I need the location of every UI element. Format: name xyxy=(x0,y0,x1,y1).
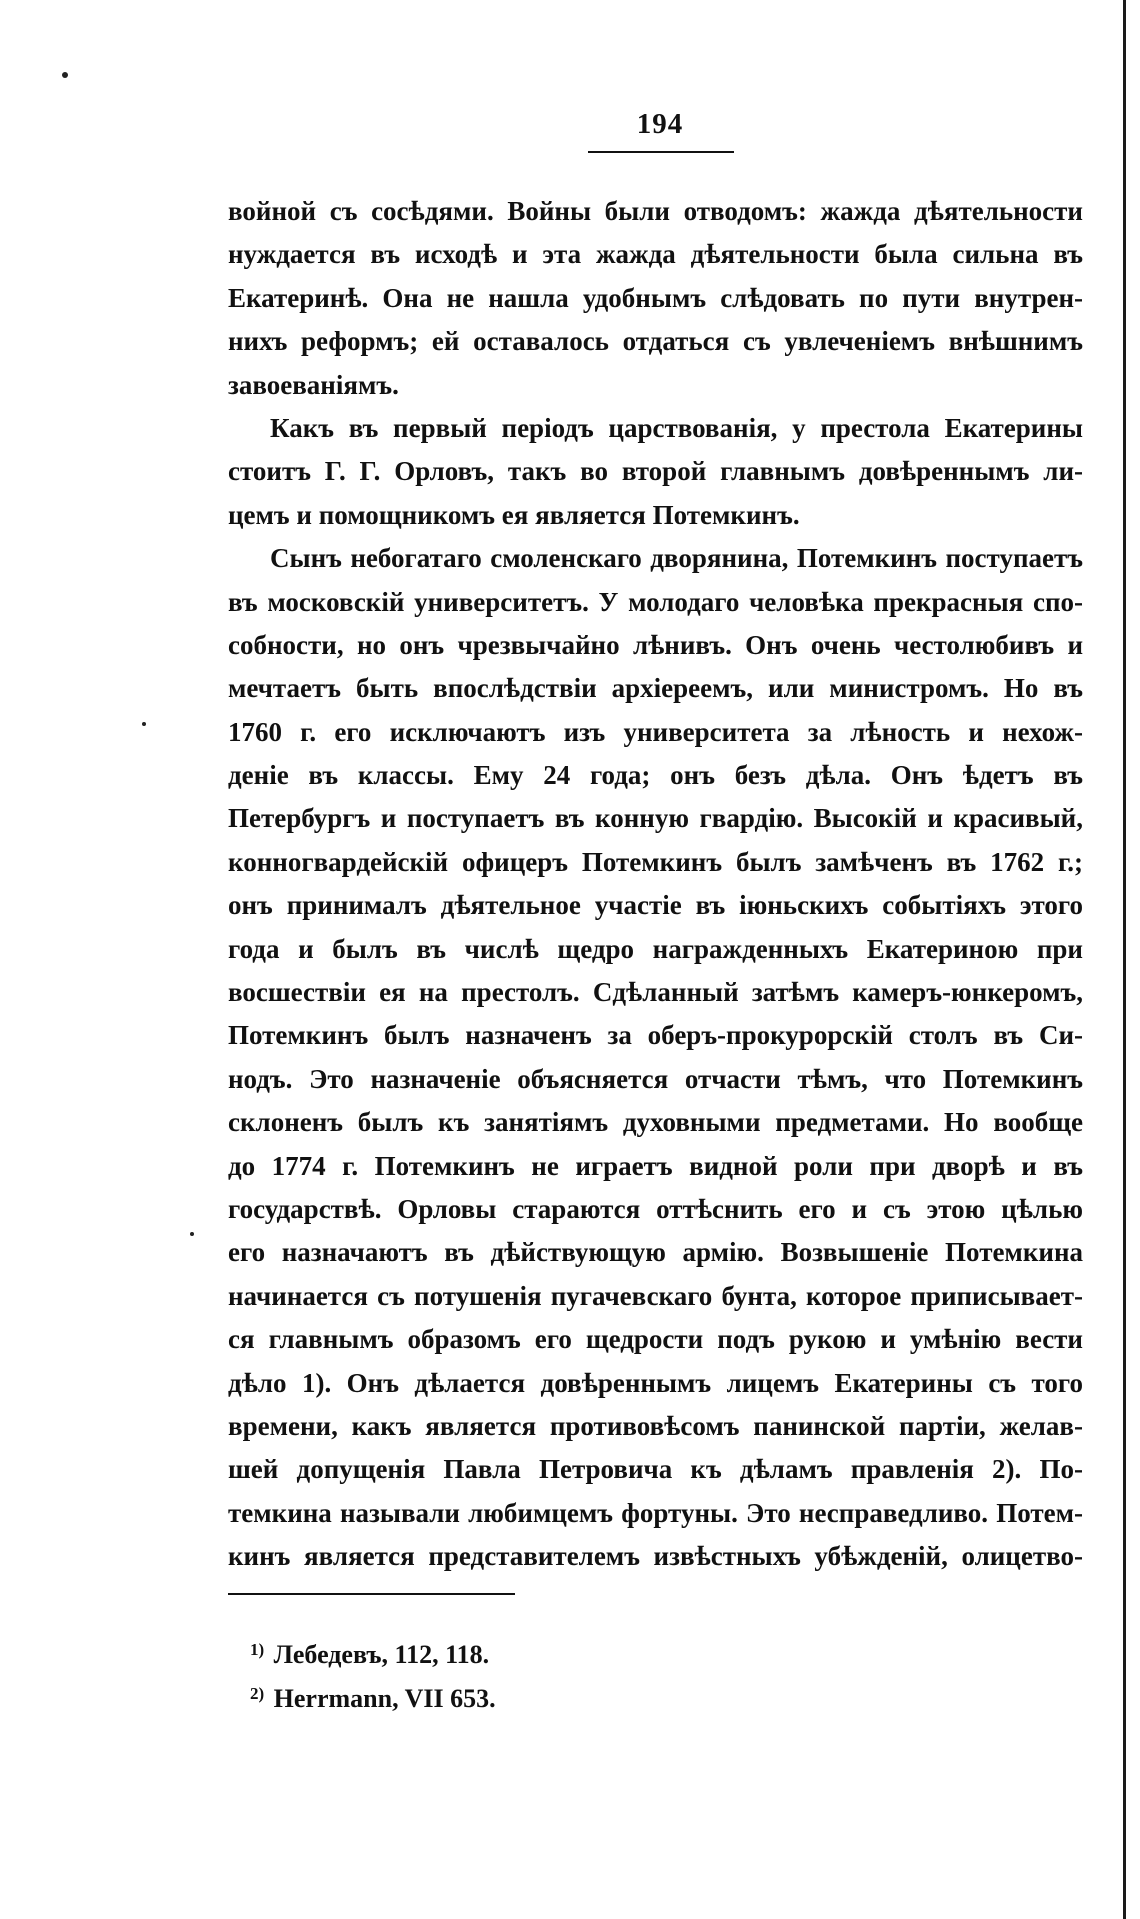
text-line: темкина называли любимцемъ фортуны. Это несправедливо. Потем- xyxy=(228,1497,1083,1528)
text-line: восшествіи ея на престолъ. Сдѣланный затѣмъ камеръ-юнкеромъ, xyxy=(228,977,1083,1008)
text-line: цемъ и помощникомъ ея является Потемкинъ. xyxy=(228,499,800,530)
text-line: начинается съ потушенія пугачевскаго бунта, которое приписывает- xyxy=(228,1280,1083,1311)
text-line: кинъ является представителемъ извѣстныхъ убѣжденій, олицетво- xyxy=(228,1541,1083,1572)
text-line: собности, но онъ чрезвычайно лѣнивъ. Онъ очень честолюбивъ и xyxy=(228,629,1083,660)
footnote-text: Лебедевъ, 112, 118. xyxy=(273,1640,490,1669)
page-number-rule xyxy=(588,151,734,153)
text-line: нуждается въ исходѣ и эта жажда дѣятельности была сильна въ xyxy=(228,239,1083,270)
text-line: ся главнымъ образомъ его щедрости подъ рукою и умѣнію вести xyxy=(228,1324,1083,1355)
footnote-text: Herrmann, VII 653. xyxy=(273,1684,496,1713)
footnote-mark: 1) xyxy=(250,1640,265,1659)
text-line: времени, какъ является противовѣсомъ панинской партіи, желав- xyxy=(228,1410,1083,1441)
text-line: государствѣ. Орловы стараются оттѣснить его и съ этою цѣлью xyxy=(228,1193,1083,1224)
page-number: 194 xyxy=(636,108,684,140)
text-line: деніе въ классы. Ему 24 года; онъ безъ дѣла. Онъ ѣдетъ въ xyxy=(228,760,1083,791)
text-line: нодъ. Это назначеніе объясняется отчасти тѣмъ, что Потемкинъ xyxy=(228,1063,1083,1094)
text-line: года и былъ въ числѣ щедро награжденныхъ Екатериною при xyxy=(228,933,1083,964)
body-text xyxy=(228,190,1083,1579)
page-edge-line xyxy=(1123,0,1126,1919)
text-line: 1760 г. его исключаютъ изъ университета за лѣность и нехож- xyxy=(228,716,1083,747)
text-line: онъ принималъ дѣятельное участіе въ іюньскихъ событіяхъ этого xyxy=(228,890,1083,921)
text-line: завоеваніямъ. xyxy=(228,369,399,400)
text-line: мечтаетъ быть впослѣдствіи архіереемъ, или министромъ. Но въ xyxy=(228,673,1083,704)
text-line: дѣло 1). Онъ дѣлается довѣреннымъ лицемъ Екатерины съ того xyxy=(228,1367,1083,1398)
margin-speck xyxy=(62,72,68,78)
text-line: его назначаютъ въ дѣйствующую армію. Возвышеніе Потемкина xyxy=(228,1237,1083,1268)
text-line: Потемкинъ былъ назначенъ за оберъ-прокурорскій столъ въ Си- xyxy=(228,1020,1083,1051)
footnote-separator xyxy=(228,1593,515,1595)
text-line: Сынъ небогатаго смоленскаго дворянина, Потемкинъ поступаетъ xyxy=(270,543,1083,574)
footnote-mark: 2) xyxy=(250,1684,265,1703)
text-line: нихъ реформъ; ей оставалось отдаться съ увлеченіемъ внѣшнимъ xyxy=(228,326,1083,357)
text-line: склоненъ былъ къ занятіямъ духовными предметами. Но вообще xyxy=(228,1107,1083,1138)
footnote-item xyxy=(250,1628,850,1672)
text-line: Екатеринѣ. Она не нашла удобнымъ слѣдовать по пути внутрен- xyxy=(228,282,1083,313)
text-line: Петербургъ и поступаетъ въ конную гвардію. Высокій и красивый, xyxy=(228,803,1083,834)
text-line: въ московскій университетъ. У молодаго человѣка прекрасныя спо- xyxy=(228,586,1083,617)
footnotes xyxy=(250,1628,850,1716)
text-line: войной съ сосѣдями. Войны были отводомъ: жажда дѣятельности xyxy=(228,196,1083,226)
text-line: стоитъ Г. Г. Орловъ, такъ во второй главнымъ довѣреннымъ ли- xyxy=(228,456,1083,487)
text-line: Какъ въ первый періодъ царствованія, у престола Екатерины xyxy=(270,412,1083,443)
margin-speck xyxy=(190,1232,194,1236)
text-line: конногвардейскій офицеръ Потемкинъ былъ замѣченъ въ 1762 г.; xyxy=(228,846,1083,877)
text-line: до 1774 г. Потемкинъ не играетъ видной роли при дворѣ и въ xyxy=(228,1150,1083,1181)
footnote-item xyxy=(250,1672,850,1716)
text-line: шей допущенія Павла Петровича къ дѣламъ правленія 2). По- xyxy=(228,1454,1083,1485)
margin-speck xyxy=(142,722,146,726)
